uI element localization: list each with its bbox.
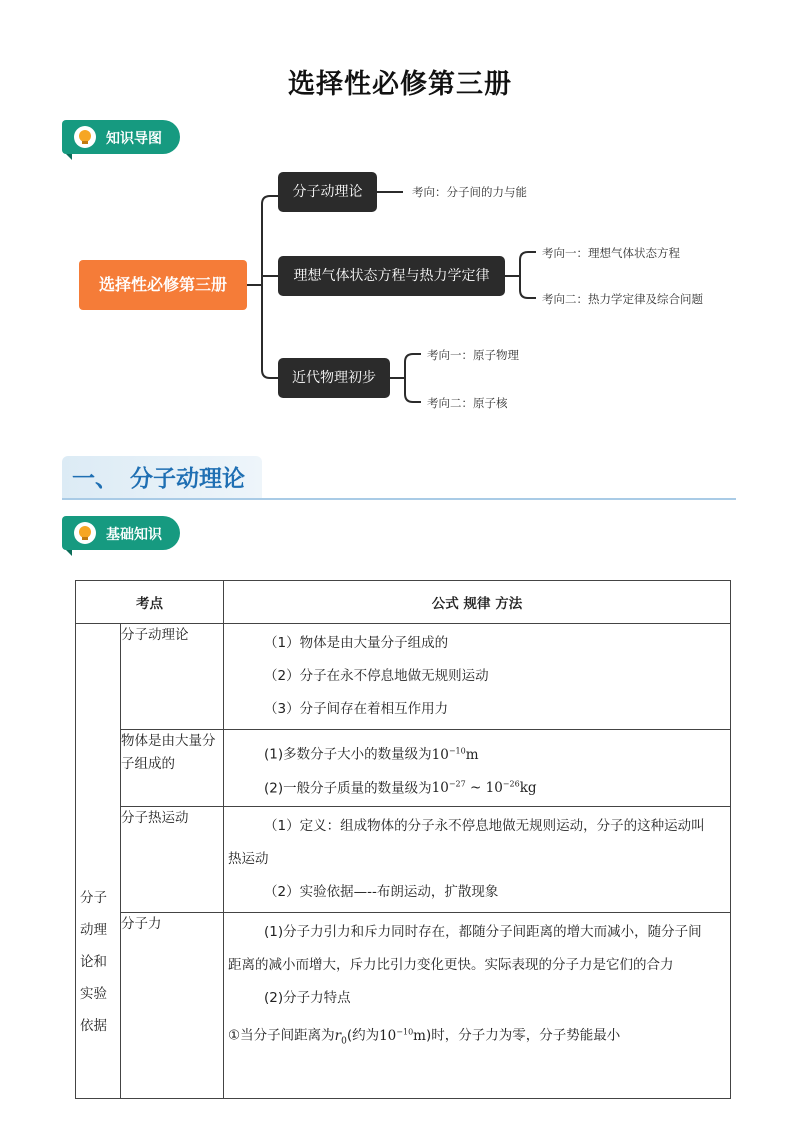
table-row	[76, 913, 731, 1099]
content-cell	[224, 913, 731, 1099]
lightbulb-icon	[74, 522, 96, 544]
mindmap-connectors	[0, 0, 800, 440]
section-number: 一、	[72, 466, 118, 492]
mindmap-leaf: 考向一：原子物理	[427, 348, 519, 362]
category-text: 论和	[80, 954, 107, 970]
content-line: 距离的减小而增大，斥力比引力变化更快。实际表现的分子力是它们的合力	[228, 957, 674, 973]
point-cell: 分子力	[121, 913, 224, 1099]
mindmap-root: 选择性必修第三册	[79, 260, 247, 310]
content-line: （1）物体是由大量分子组成的	[264, 635, 449, 651]
knowledge-map-label: 知识导图	[106, 131, 162, 147]
mindmap-leaf: 考向：分子间的力与能	[412, 185, 527, 199]
category-text: 动理	[80, 922, 107, 938]
category-text: 依据	[80, 1018, 107, 1034]
table-row	[76, 730, 731, 807]
content-line: （1）定义：组成物体的分子永不停息地做无规则运动，分子的这种运动叫	[264, 818, 705, 834]
mindmap-branch-molecular-kinetic: 分子动理论	[278, 172, 377, 212]
section-name: 分子动理论	[130, 466, 245, 492]
content-line: (1)多数分子大小的数量级为$10^{-10}m$	[264, 746, 479, 763]
mindmap-leaf: 考向二：原子核	[427, 396, 508, 410]
page-title: 选择性必修第三册	[288, 69, 512, 100]
table-row	[76, 807, 731, 913]
content-line: (2)分子力特点	[264, 990, 351, 1006]
mindmap-branch-modern-physics: 近代物理初步	[278, 358, 390, 398]
content-line: （2）实验依据—--布朗运动，扩散现象	[264, 884, 499, 900]
category-text: 实验	[80, 986, 107, 1002]
content-line: (2)一般分子质量的数量级为$10^{-27}$ ~ $10^{-26}kg$	[264, 779, 537, 796]
knowledge-table	[75, 580, 731, 1099]
content-line: (1)分子力引力和斥力同时存在，都随分子间距离的增大而减小，随分子间	[264, 924, 702, 940]
content-line: （2）分子在永不停息地做无规则运动	[264, 668, 489, 684]
header-formula: 公式 规律 方法	[224, 581, 731, 624]
category-cell	[76, 624, 121, 1099]
mindmap-leaf: 考向一：理想气体状态方程	[542, 246, 680, 260]
basic-knowledge-label: 基础知识	[106, 527, 162, 543]
table-header-row	[76, 581, 731, 624]
section-divider	[62, 498, 736, 500]
mindmap-branch-ideal-gas: 理想气体状态方程与热力学定律	[278, 256, 505, 296]
section-title	[72, 460, 245, 493]
content-line: 热运动	[228, 851, 269, 867]
table-row	[76, 624, 731, 730]
point-cell: 分子热运动	[121, 807, 224, 913]
content-line: （3）分子间存在着相互作用力	[264, 701, 449, 717]
content-cell	[224, 730, 731, 807]
content-cell	[224, 807, 731, 913]
category-text: 分子	[80, 890, 107, 906]
point-cell: 物体是由大量分子组成的	[121, 730, 224, 807]
content-cell	[224, 624, 731, 730]
mindmap-leaf: 考向二：热力学定律及综合问题	[542, 292, 703, 306]
point-cell: 分子动理论	[121, 624, 224, 730]
header-point: 考点	[76, 581, 224, 624]
content-line: ①当分子间距离为$r_0$(约为$10^{-10}m$)时，分子力为零，分子势能最小	[228, 1027, 621, 1047]
